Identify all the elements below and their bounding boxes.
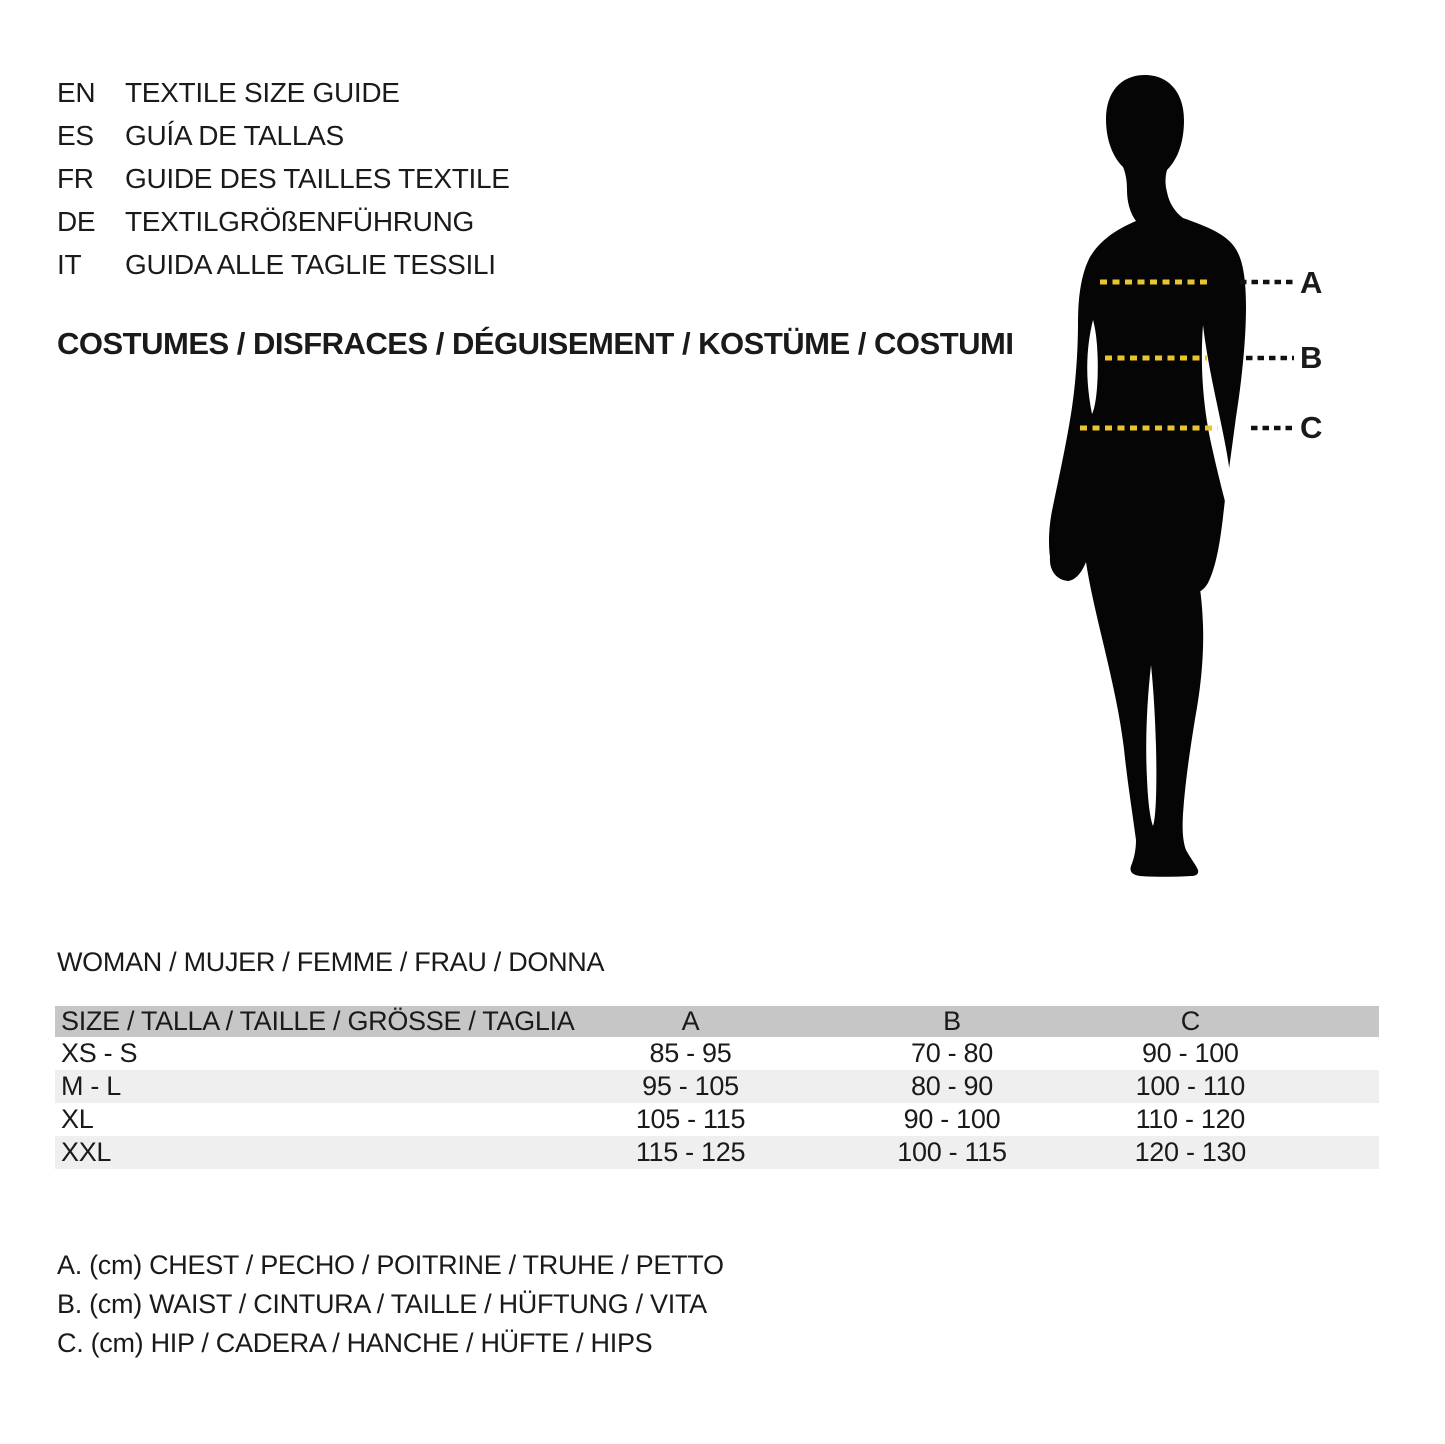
header-cell-b: B <box>943 1006 961 1036</box>
table-row-xl <box>55 1103 1379 1136</box>
size-table-header-row <box>55 1006 1379 1037</box>
language-code: FR <box>57 163 94 194</box>
cell-c: 100 - 110 <box>1135 1071 1245 1101</box>
measurement-legend <box>57 1246 724 1363</box>
cell-c: 120 - 130 <box>1134 1137 1246 1167</box>
language-label: TEXTILGRÖßENFÜHRUNG <box>125 206 474 237</box>
language-label: GUÍA DE TALLAS <box>125 120 344 151</box>
cell-b: 90 - 100 <box>903 1104 1001 1134</box>
size-table <box>55 1006 1379 1169</box>
language-code: DE <box>57 206 96 237</box>
cell-c: 90 - 100 <box>1141 1038 1239 1068</box>
header-cell-size: SIZE / TALLA / TAILLE / GRÖSSE / TAGLIA <box>61 1006 575 1036</box>
category-title: COSTUMES / DISFRACES / DÉGUISEMENT / KOSTÜME / COSTUMI <box>57 326 1014 361</box>
table-row-xxl <box>55 1136 1379 1169</box>
header-cell-c: C <box>1180 1006 1200 1036</box>
language-row <box>57 71 510 114</box>
cell-size: XXL <box>61 1137 112 1167</box>
cell-a: 105 - 115 <box>635 1104 746 1134</box>
language-row <box>57 114 510 157</box>
language-code: EN <box>57 77 96 108</box>
header-cell-spacer <box>1300 1006 1379 1037</box>
legend-line-hip: C. (cm) HIP / CADERA / HANCHE / HÜFTE / HIPS <box>57 1328 653 1358</box>
cell-size: M - L <box>61 1071 122 1101</box>
marker-label-c: C <box>1300 410 1323 445</box>
language-title-block <box>57 71 510 286</box>
table-row-m-l <box>55 1070 1379 1103</box>
cell-a: 95 - 105 <box>642 1071 739 1101</box>
language-code: IT <box>57 249 82 280</box>
cell-b: 70 - 80 <box>911 1038 993 1068</box>
header-cell-a: A <box>681 1006 700 1036</box>
legend-line-waist: B. (cm) WAIST / CINTURA / TAILLE / HÜFTUNG / VITA <box>57 1289 707 1319</box>
cell-b: 100 - 115 <box>897 1137 1007 1167</box>
table-row-xs-s <box>55 1037 1379 1070</box>
woman-silhouette-figure <box>1040 73 1340 880</box>
section-title-woman: WOMAN / MUJER / FEMME / FRAU / DONNA <box>57 947 605 977</box>
marker-label-a: A <box>1300 265 1323 300</box>
cell-size: XS - S <box>61 1038 138 1068</box>
language-code: ES <box>57 120 94 151</box>
cell-b: 80 - 90 <box>911 1071 993 1101</box>
legend-line-chest: A. (cm) CHEST / PECHO / POITRINE / TRUHE / PETTO <box>57 1250 724 1280</box>
cell-a: 85 - 95 <box>649 1038 732 1068</box>
language-label: TEXTILE SIZE GUIDE <box>125 77 400 108</box>
language-row <box>57 157 510 200</box>
cell-size: XL <box>61 1104 94 1134</box>
cell-a: 115 - 125 <box>635 1137 746 1167</box>
language-row <box>57 243 510 286</box>
cell-c: 110 - 120 <box>1135 1104 1245 1134</box>
marker-label-b: B <box>1300 340 1323 375</box>
language-label: GUIDA ALLE TAGLIE TESSILI <box>125 249 496 280</box>
language-label: GUIDE DES TAILLES TEXTILE <box>125 163 510 194</box>
language-row <box>57 200 510 243</box>
